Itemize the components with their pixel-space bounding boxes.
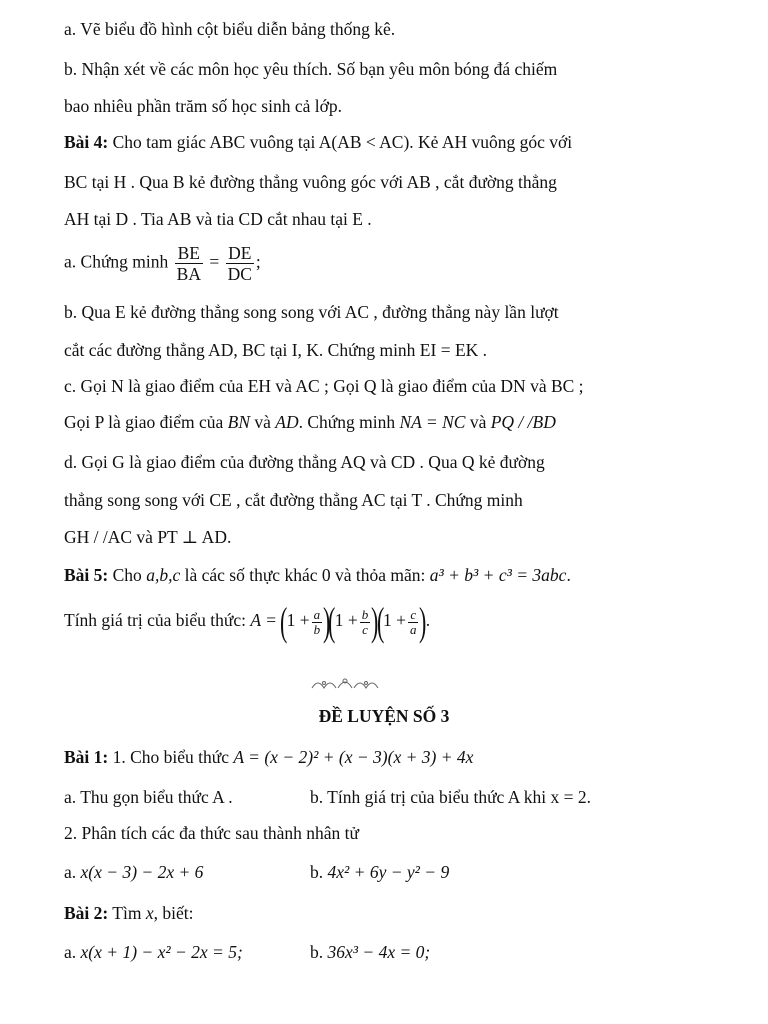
set3-problem-1-factor-a: a. x(x − 3) − 2x + 6: [64, 862, 204, 882]
set3-problem-2-label: Bài 2:: [64, 903, 109, 923]
problem-4-part-d-cont: thẳng song song với CE , cắt đường thẳng AC tại T . Chứng minh: [64, 490, 523, 510]
fraction-be-ba: $\frac{BE}{BA}$: [176, 243, 201, 284]
problem-4-part-d-end: GH / /AC và PT ⊥ AD.: [64, 527, 232, 547]
set3-problem-1-part-2: 2. Phân tích các đa thức sau thành nhân tử: [64, 823, 359, 843]
problem-4-part-c-cont: Gọi P là giao điểm của BN và AD. Chứng minh NA = NC và PQ / /BD: [64, 412, 556, 432]
line-task-b-cont: bao nhiêu phần trăm số học sinh cả lớp.: [64, 96, 343, 116]
set3-problem-1-part-a: a. Thu gọn biểu thức A .: [64, 787, 233, 807]
set3-problem-2-line-1: Bài 2: Tìm x, biết:: [64, 903, 194, 923]
problem-4-line-3: AH tại D . Tia AB và tia CD cắt nhau tại E .: [64, 209, 372, 229]
line-task-b: b. Nhận xét về các môn học yêu thích. Số bạn yêu môn bóng đá chiếm: [64, 59, 558, 79]
problem-4-label: Bài 4:: [64, 132, 109, 152]
problem-5-expression: Tính giá trị của biểu thức: A = (1 + $\frac{a}{b}$ )(1 + $\frac{b}{c}$ )(1 + $\frac{c}{a}$ ).: [64, 599, 431, 644]
problem-4-part-d: d. Gọi G là giao điểm của đường thẳng AQ và CD . Qua Q kẻ đường: [64, 452, 545, 472]
problem-5-label: Bài 5:: [64, 565, 109, 585]
problem-5-line-1: Bài 5: Cho a,b,c là các số thực khác 0 và thỏa mãn: a³ + b³ + c³ = 3abc.: [64, 565, 571, 585]
problem-4-part-a: a. Chứng minh $\frac{BE}{BA}$ = $\frac{DE}{DC}$ ;: [64, 243, 261, 284]
set3-problem-1-label: Bài 1:: [64, 747, 109, 767]
set3-problem-1-factor-b: b. 4x² + 6y − y² − 9: [310, 862, 450, 882]
set3-problem-2-part-a: a. x(x + 1) − x² − 2x = 5;: [64, 942, 243, 962]
problem-4-part-b-cont: cắt các đường thẳng AD, BC tại I, K. Chứng minh EI = EK .: [64, 340, 488, 360]
set3-problem-1-part-b: b. Tính giá trị của biểu thức A khi x = 2.: [310, 787, 592, 807]
problem-4-part-c: c. Gọi N là giao điểm của EH và AC ; Gọi Q là giao điểm của DN và BC ;: [64, 376, 584, 396]
set3-problem-2-part-b: b. 36x³ − 4x = 0;: [310, 942, 431, 962]
section-heading: ĐỀ LUYỆN SỐ 3: [318, 706, 450, 726]
problem-4-line-2: BC tại H . Qua B kẻ đường thẳng vuông góc với AB , cắt đường thẳng: [64, 172, 557, 192]
set3-problem-1-line-1: Bài 1: 1. Cho biểu thức A = (x − 2)² + (x − 3)(x + 3) + 4x: [64, 747, 474, 767]
line-task-a: a. Vẽ biểu đồ hình cột biểu diễn bảng thống kê.: [64, 19, 396, 39]
fraction-de-dc: $\frac{DE}{DC}$: [227, 243, 252, 284]
problem-4-part-b: b. Qua E kẻ đường thẳng song song với AC , đường thẳng này lần lượt: [64, 302, 559, 322]
problem-4-line-1: Bài 4: Cho tam giác ABC vuông tại A(AB < AC). Kẻ AH vuông góc với: [64, 132, 573, 152]
ornament-divider-icon: [310, 676, 380, 692]
